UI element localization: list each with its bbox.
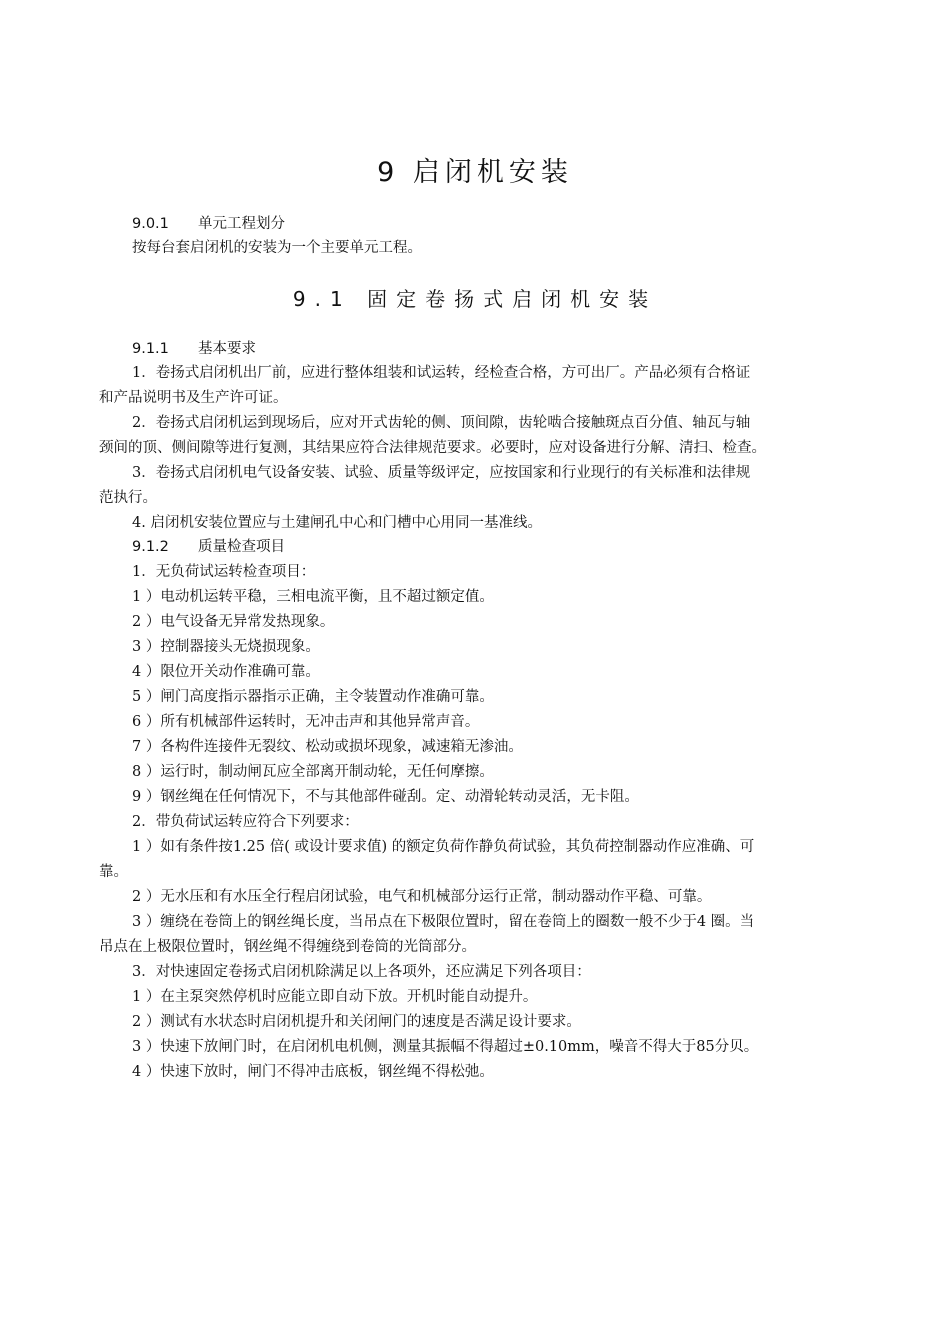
paragraph-line: 4. 启闭机安装位置应与土建闸孔中心和门槽中心用同一基准线。: [132, 515, 542, 531]
paragraph-line: 1．卷扬式启闭机出厂前，应进行整体组装和试运转，经检查合格，方可出厂。产品必须有合格证: [132, 365, 751, 381]
list-item: 2 ）无水压和有水压全行程启闭试验，电气和机械部分运行正常，制动器动作平稳、可靠。: [132, 889, 712, 905]
list-item: 2．带负荷试运转应符合下列要求：: [132, 814, 359, 830]
list-item-continuation: 靠。: [99, 864, 128, 880]
clause-title: 基本要求: [198, 341, 256, 357]
section-title: 9.1 固定卷扬式启闭机安装: [292, 287, 658, 311]
list-item: 5 ）闸门高度指示器指示正确，主令装置动作准确可靠。: [132, 689, 494, 705]
list-item: 1．无负荷试运转检查项目：: [132, 564, 316, 580]
list-item: 2 ）电气设备无异常发热现象。: [132, 614, 335, 630]
list-item: 7 ）各构件连接件无裂纹、松动或损坏现象，减速箱无渗油。: [132, 739, 523, 755]
chapter-title: 9 启闭机安装: [377, 157, 573, 188]
paragraph-line: 2．卷扬式启闭机运到现场后，应对开式齿轮的侧、顶间隙，齿轮啮合接触斑点百分值、轴瓦与轴: [132, 415, 751, 431]
clause-title: 单元工程划分: [198, 216, 285, 232]
list-item: 6 ）所有机械部件运转时，无冲击声和其他异常声音。: [132, 714, 480, 730]
paragraph-line: 按每台套启闭机的安装为一个主要单元工程。: [132, 240, 422, 256]
list-item: 3 ）缠绕在卷筒上的钢丝绳长度，当吊点在下极限位置时，留在卷筒上的圈数一般不少于4 圈。当: [132, 914, 755, 930]
list-item: 1 ）在主泵突然停机时应能立即自动下放。开机时能自动提升。: [132, 989, 538, 1005]
list-item: 3 ）快速下放闸门时，在启闭机电机侧，测量其振幅不得超过±0.10mm，噪音不得大于85分贝。: [132, 1039, 759, 1055]
paragraph-line: 范执行。: [99, 490, 157, 506]
list-item: 9 ）钢丝绳在任何情况下，不与其他部件碰刮。定、动滑轮转动灵活，无卡阻。: [132, 789, 639, 805]
list-item: 8 ）运行时，制动闸瓦应全部离开制动轮，无任何摩擦。: [132, 764, 494, 780]
paragraph-line: 3．卷扬式启闭机电气设备安装、试验、质量等级评定，应按国家和行业现行的有关标准和法律规: [132, 465, 751, 481]
clause-number: 9.1.1: [132, 341, 169, 357]
list-item: 1 ）如有条件按1.25 倍( 或设计要求值) 的额定负荷作静负荷试验，其负荷控制器动作应准确、可: [132, 839, 755, 855]
paragraph-line: 颈间的顶、侧间隙等进行复测，其结果应符合法律规范要求。必要时，应对设备进行分解、清扫、检查。: [99, 440, 766, 456]
list-item: 4 ）限位开关动作准确可靠。: [132, 664, 320, 680]
clause-number: 9.0.1: [132, 216, 169, 232]
list-item: 4 ）快速下放时，闸门不得冲击底板，钢丝绳不得松弛。: [132, 1064, 494, 1080]
clause-heading-9-0-1: [132, 213, 285, 235]
list-item: 3．对快速固定卷扬式启闭机除满足以上各项外，还应满足下列各项目：: [132, 964, 591, 980]
list-item: 3 ）控制器接头无烧损现象。: [132, 639, 320, 655]
clause-number: 9.1.2: [132, 539, 169, 555]
list-item: 1 ）电动机运转平稳，三相电流平衡，且不超过额定值。: [132, 589, 494, 605]
list-item: 2 ）测试有水状态时启闭机提升和关闭闸门的速度是否满足设计要求。: [132, 1014, 581, 1030]
paragraph-line: 和产品说明书及生产许可证。: [99, 390, 288, 406]
clause-heading-9-1-2: [132, 536, 285, 558]
list-item-continuation: 吊点在上极限位置时，钢丝绳不得缠绕到卷筒的光筒部分。: [99, 939, 476, 955]
clause-title: 质量检查项目: [198, 539, 285, 555]
clause-heading-9-1-1: [132, 338, 256, 360]
